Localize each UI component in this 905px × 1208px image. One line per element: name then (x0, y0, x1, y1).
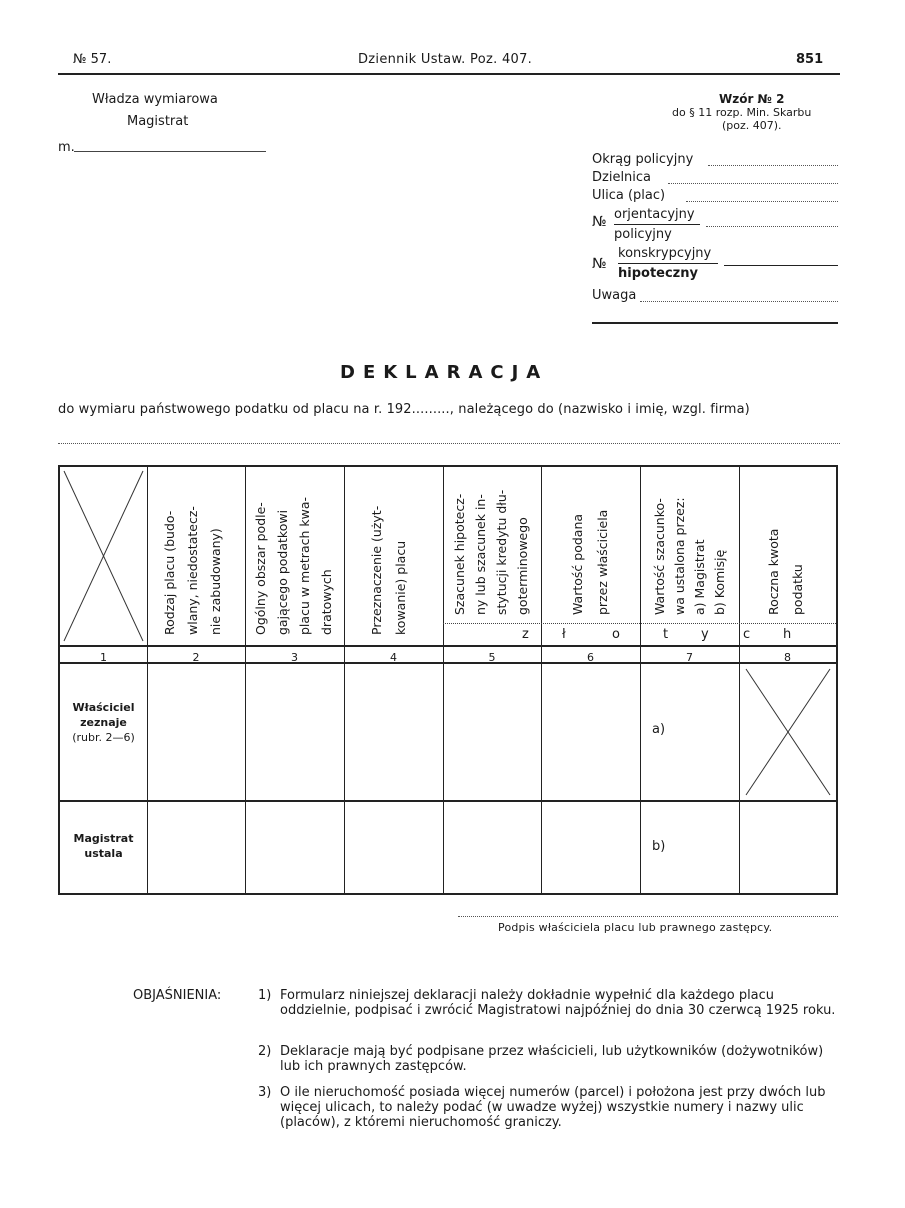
explanation-number: 2) (258, 1044, 272, 1059)
col-number-8: 8 (784, 651, 791, 664)
explanation-text: O ile nieruchomość posiada więcej numerów (parcel) i położona jest przy dwóch lub więcej ulicach, to należy podać (w uwadze wyżej) wszystkie numery i nazwy ulic (placów), z któremi nieruchomość graniczy. (280, 1085, 826, 1130)
col-number-2: 2 (192, 651, 200, 664)
col-divider (245, 467, 246, 893)
explanations-label: OBJAŚNIENIA: (133, 988, 222, 1003)
col4-header-l1: Przeznaczenie (użyt- (369, 505, 384, 635)
field-orj-line[interactable] (706, 226, 838, 227)
row2-label (60, 831, 147, 861)
currency-letter: z (522, 627, 529, 642)
col-divider (640, 467, 641, 893)
page-reference: № 57. (73, 52, 112, 67)
col7-header-l3: a) Magistrat (692, 539, 707, 615)
journal-title: Dziennik Ustaw. Poz. 407. (358, 52, 533, 67)
col-divider (541, 467, 542, 893)
declaration-table (58, 465, 838, 895)
place-prefix: m. (58, 140, 75, 155)
col-number-6: 6 (587, 651, 594, 664)
explanation-text: Deklaracje mają być podpisane przez właścicieli, lub użytkowników (dożywotników) lub ich prawnych zastępców. (280, 1044, 824, 1074)
name-field-line[interactable] (58, 443, 840, 444)
col5-header-l2: ny lub szacunek in- (473, 494, 488, 615)
row2-label-l1: Magistrat (73, 832, 134, 845)
field-ulica-line[interactable] (686, 201, 838, 202)
form-model-title: Wzór № 2 (719, 92, 785, 106)
row1-label-l1: Właściciel (72, 701, 135, 714)
col-divider (344, 467, 345, 893)
field-dzielnica-label: Dzielnica (592, 170, 652, 185)
explanation-number: 3) (258, 1085, 272, 1100)
col-number-4: 4 (390, 651, 397, 664)
field-orj-label: orjentacyjny (614, 207, 695, 222)
col5-header-l1: Szacunek hipotecz- (452, 493, 467, 615)
field-uwaga-line[interactable] (640, 301, 838, 302)
signature-caption: Podpis właściciela placu lub prawnego zastępcy. (498, 921, 773, 934)
row1-label (60, 700, 147, 745)
currency-letter: o (612, 627, 620, 642)
explanation-number: 1) (258, 988, 272, 1003)
col-divider (443, 467, 444, 893)
col-number-5: 5 (488, 651, 496, 664)
number-sign: № (592, 214, 607, 230)
currency-letter: t (663, 627, 669, 642)
field-uwaga-label: Uwaga (592, 288, 637, 303)
field-okrag-label: Okrąg policyjny (592, 152, 694, 167)
col6-header-l1: Wartość podana (570, 513, 585, 615)
row1-label-l3: (rubr. 2—6) (72, 731, 135, 744)
field-uwaga-line-2[interactable] (592, 322, 838, 324)
header-bottom-rule (60, 645, 836, 647)
col8-header-l1: Roczna kwota (766, 528, 781, 615)
col-number-3: 3 (291, 651, 298, 664)
currency-letter: ł (562, 627, 566, 642)
fraction-rule (614, 224, 700, 225)
col2-header-l3: nie zabudowany) (208, 528, 223, 635)
col5-header-l4: goterminowego (515, 517, 530, 615)
field-kons-label: konskrypcyjny (618, 246, 712, 261)
currency-rule (443, 623, 836, 624)
field-hip-label: hipoteczny (618, 266, 698, 281)
col3-header-l3: placu w metrach kwa- (297, 496, 312, 635)
col-number-1: 1 (100, 651, 107, 664)
number-sign-2: № (592, 256, 607, 272)
field-pol-label: policyjny (614, 227, 672, 242)
cross-out-mark-cell (740, 663, 836, 800)
currency-letter: c (743, 627, 751, 642)
header-rule (58, 73, 840, 75)
page-number: 851 (796, 52, 824, 67)
col2-header-l2: wlany, niedostatecz- (185, 506, 200, 635)
col3-header-l2: gającego podatkowi (275, 509, 290, 635)
fraction-rule-2 (618, 263, 718, 264)
field-ulica-label: Ulica (plac) (592, 188, 666, 203)
row1-label-l2: zeznaje (80, 716, 127, 729)
row-divider (60, 800, 836, 802)
col3-header-l4: dratowych (319, 569, 334, 635)
signature-line[interactable] (458, 916, 838, 917)
col8-header-l2: podatku (790, 564, 805, 615)
declaration-subtitle: do wymiaru państwowego podatku od placu na r. 192........., należącego do (nazwisko i imię, wzgl. firma) (58, 402, 750, 417)
col2-header-l1: Rodzaj placu (budo- (162, 510, 177, 635)
col4-header-l2: kowanie) placu (393, 540, 408, 635)
form-model-pos: (poz. 407). (722, 119, 782, 132)
row1-mark-a: a) (652, 722, 666, 737)
field-kons-line[interactable] (724, 265, 838, 266)
place-field[interactable] (74, 151, 266, 152)
row2-label-l2: ustala (84, 847, 123, 860)
authority-line1: Władza wymiarowa (92, 92, 218, 107)
col5-header-l3: stytucji kredytu dłu- (494, 489, 509, 615)
col-number-7: 7 (686, 651, 693, 664)
field-okrag-line[interactable] (708, 165, 838, 166)
field-dzielnica-line[interactable] (668, 183, 838, 184)
col3-header-l1: Ogólny obszar podle- (253, 502, 268, 635)
form-model-ref: do § 11 rozp. Min. Skarbu (672, 106, 812, 119)
col7-header-l2: wa ustalona przez: (672, 497, 687, 615)
col-divider (147, 467, 148, 893)
col7-header-l1: Wartość szacunko- (652, 498, 667, 615)
authority-line2: Magistrat (127, 114, 189, 129)
col7-header-l4: b) Komisję (712, 549, 727, 615)
explanation-text: Formularz niniejszej deklaracji należy dokładnie wypełnić dla każdego placu oddzielnie, podpisać i zwrócić Magistratowi najpóźniej do dnia 30 czerwcą 1925 roku. (280, 988, 836, 1018)
currency-letter: y (701, 627, 709, 642)
explanation-item-1 (258, 988, 840, 1018)
explanation-item-3 (258, 1085, 840, 1130)
row2-mark-b: b) (652, 839, 666, 854)
explanation-item-2 (258, 1044, 840, 1074)
col6-header-l2: przez właściciela (595, 509, 610, 615)
currency-letter: h (783, 627, 792, 642)
cross-out-mark-header (60, 467, 147, 645)
declaration-title: DEKLARACJA (340, 362, 549, 383)
